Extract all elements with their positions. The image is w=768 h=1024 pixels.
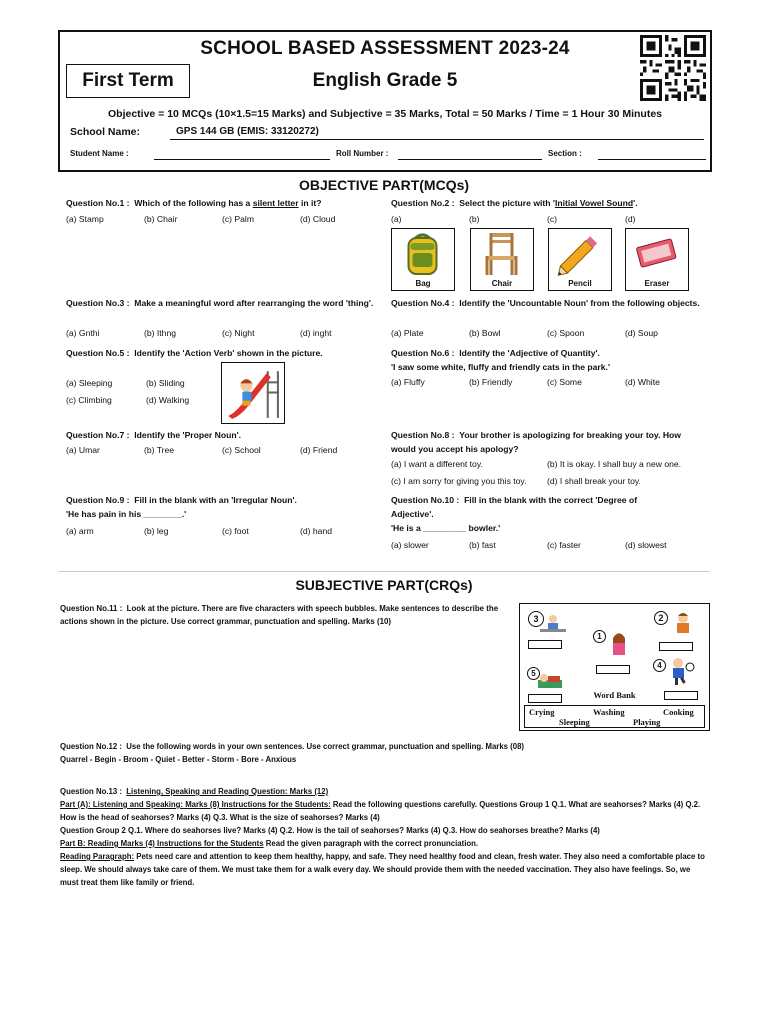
school-name-underline [170, 139, 704, 140]
q3-option-b[interactable]: (b) Ithng [144, 328, 177, 338]
question-number: Question No.10 : [391, 495, 460, 505]
question-9 [66, 493, 382, 521]
question-sentence: 'He has pain in his ________.' [66, 509, 187, 519]
section-divider [58, 571, 710, 572]
question-group-2: Question Group 2 Q.1. Where do seahorses live? Marks (4) Q.2. How is the tail of seahorses? Marks (4) Q.3. How do seahorses breathe? Marks (4) [60, 826, 600, 835]
question-text: Fill in the blank with the correct 'Degree of Adjective'. [391, 495, 638, 519]
q7-option-b[interactable]: (b) Tree [144, 445, 175, 455]
q4-option-b[interactable]: (b) Bowl [469, 328, 501, 338]
q8-option-d[interactable]: (d) I shall break your toy. [547, 476, 641, 486]
question-text: '. [633, 198, 638, 208]
part-b-label: Part B: Reading Marks (4) Instructions for the Students [60, 839, 264, 848]
question-sentence: 'I saw some white, fluffy and friendly cats in the park.' [391, 362, 610, 372]
question-number: Question No.8 : [391, 430, 455, 440]
pencil-icon [549, 229, 610, 279]
question-number: Question No.13 : [60, 787, 122, 796]
subjective-section-title: SUBJECTIVE PART(CRQs) [295, 577, 473, 593]
q5-option-a[interactable]: (a) Sleeping [66, 378, 113, 388]
chair-picture[interactable] [470, 228, 534, 291]
answer-box[interactable] [528, 640, 562, 649]
part-b-text: Read the given paragraph with the correct pronunciation. [263, 839, 479, 848]
question-text: Look at the picture. There are five characters with speech bubbles. Make sentences to describe the actions shown in the picture. Use correct grammar, punctuation and spelling. Marks (10) [60, 604, 499, 626]
term-label: First Term [66, 64, 190, 98]
q9-option-d[interactable]: (d) hand [300, 526, 333, 536]
word-bank-word: Sleeping [559, 717, 590, 727]
eraser-caption: Eraser [644, 279, 670, 288]
playing-boy-icon [666, 657, 696, 687]
answer-box[interactable] [659, 642, 693, 651]
vocabulary-words: Quarrel - Begin - Broom - Quiet - Better - Storm - Bore - Anxious [60, 755, 297, 764]
sleeping-child-icon [536, 670, 564, 690]
qr-code-icon [640, 34, 706, 102]
q7-option-c[interactable]: (c) School [222, 445, 261, 455]
question-6 [391, 346, 711, 374]
eraser-icon [626, 229, 687, 279]
question-text: Identify the 'Action Verb' shown in the picture. [134, 348, 323, 358]
cooking-boy-icon [538, 613, 568, 637]
q6-option-c[interactable]: (c) Some [547, 377, 582, 387]
bag-picture[interactable] [391, 228, 455, 291]
question-text: Identify the 'Proper Noun'. [134, 430, 242, 440]
answer-box[interactable] [596, 665, 630, 674]
q8-option-a[interactable]: (a) I want a different toy. [391, 459, 483, 469]
question-text-underlined: silent letter [252, 198, 299, 208]
q5-option-b[interactable]: (b) Sliding [146, 378, 185, 388]
crying-boy-icon [668, 612, 698, 638]
q10-option-c[interactable]: (c) faster [547, 540, 581, 550]
question-number: Question No.6 : [391, 348, 455, 358]
q2-option-a[interactable]: (a) [391, 214, 402, 224]
question-number: Question No.5 : [66, 348, 130, 358]
question-8 [391, 428, 707, 456]
question-number: Question No.12 : [60, 742, 122, 751]
question-5 [66, 346, 382, 360]
objective-section-title: OBJECTIVE PART(MCQs) [298, 177, 470, 193]
word-bank-box [524, 705, 705, 728]
question-text: Fill in the blank with an 'Irregular Noun'. [134, 495, 297, 505]
question-12 [60, 740, 710, 766]
reading-paragraph-label: Reading Paragraph: [60, 852, 135, 861]
q1-option-b[interactable]: (b) Chair [144, 214, 178, 224]
q7-option-d[interactable]: (d) Friend [300, 445, 338, 455]
part-a-text: Read the following questions carefully. Questions Group 1 Q.1. What are seahorses? Marks (4) Q.2. How is the head of seahorses? Marks (4) Q.3. What is the size of seahorses? Marks (4) [60, 800, 701, 822]
question-11 [60, 602, 510, 628]
section-label: Section : [548, 149, 582, 158]
question-text: Select the picture with ' [459, 198, 555, 208]
slide-picture [221, 362, 285, 424]
question-text: Use the following words in your own sentences. Use correct grammar, punctuation and spelling. Marks (08) [126, 742, 525, 751]
question-text-underlined: Initial Vowel Sound [554, 198, 634, 208]
q3-option-d[interactable]: (d) inght [300, 328, 332, 338]
q6-option-b[interactable]: (b) Friendly [469, 377, 513, 387]
school-name-value: GPS 144 GB (EMIS: 33120272) [176, 126, 319, 137]
question-3 [66, 296, 380, 310]
assessment-title: SCHOOL BASED ASSESSMENT 2023-24 [200, 38, 570, 59]
question-text: Make a meaningful word after rearranging the word 'thing'. [134, 298, 374, 308]
question-13 [60, 785, 710, 889]
q1-option-c[interactable]: (c) Palm [222, 214, 254, 224]
roll-number-label: Roll Number : [336, 149, 389, 158]
question-7 [66, 428, 382, 442]
grade-title: English Grade 5 [312, 70, 458, 91]
question-text: Your brother is apologizing for breaking your toy. How would you accept his apology? [391, 430, 681, 454]
student-name-label: Student Name : [70, 149, 129, 158]
character-number: 5 [527, 667, 540, 680]
washing-girl-icon [604, 632, 634, 660]
question-text: Identify the 'Adjective of Quantity'. [459, 348, 600, 358]
question-number: Question No.2 : [391, 198, 455, 208]
q7-option-a[interactable]: (a) Umar [66, 445, 100, 455]
q1-option-a[interactable]: (a) Stamp [66, 214, 104, 224]
word-bank-title: Word Bank [593, 690, 636, 700]
q1-option-d[interactable]: (d) Cloud [300, 214, 336, 224]
q3-option-a[interactable]: (a) Gnthi [66, 328, 100, 338]
q2-option-b[interactable]: (b) [469, 214, 480, 224]
question-10 [391, 493, 681, 535]
chair-caption: Chair [491, 279, 513, 288]
question-2 [391, 196, 711, 210]
character-number: 4 [653, 659, 666, 672]
q10-option-d[interactable]: (d) slowest [625, 540, 667, 550]
roll-number-field[interactable] [398, 159, 542, 160]
question-text: Which of the following has a [134, 198, 253, 208]
question-text: in it? [298, 198, 322, 208]
marks-summary: Objective = 10 MCQs (10×1.5=15 Marks) and Subjective = 35 Marks, Total = 50 Marks / Time = 1 Hour 30 Minutes [107, 108, 663, 120]
pencil-picture[interactable] [548, 228, 612, 291]
reading-paragraph-text: Pets need care and attention to keep them healthy, happy, and safe. They need healthy food and clean, fresh water. They also need a comfortable place to sleep. We should always take care of them. We must take them for a walk every day. We should provide them with the needed vaccination. They also have feelings. So, we must treat them like family or friend. [60, 852, 705, 887]
q10-option-a[interactable]: (a) slower [391, 540, 429, 550]
part-a-label: Part (A): Listening and Speaking: Marks (8) Instructions for the Students: [60, 800, 331, 809]
section-field[interactable] [598, 159, 706, 160]
question-number: Question No.4 : [391, 298, 455, 308]
q5-option-d[interactable]: (d) Walking [146, 395, 190, 405]
q5-option-c[interactable]: (c) Climbing [66, 395, 112, 405]
question-text: Identify the 'Uncountable Noun' from the following objects. [459, 298, 700, 308]
q2-option-d[interactable]: (d) [625, 214, 636, 224]
q6-option-a[interactable]: (a) Fluffy [391, 377, 425, 387]
q9-option-b[interactable]: (b) leg [144, 526, 169, 536]
header-box [58, 30, 712, 172]
word-bank-word: Crying [529, 707, 555, 717]
character-number: 3 [528, 611, 544, 627]
q4-option-d[interactable]: (d) Soup [625, 328, 658, 338]
question-sentence: 'He is a _________ bowler.' [391, 523, 501, 533]
question-number: Question No.9 : [66, 495, 130, 505]
q8-option-c[interactable]: (c) I am sorry for giving you this toy. [391, 476, 527, 486]
child-on-slide-icon [222, 363, 283, 422]
school-name-label: School Name: [70, 126, 141, 138]
q2-option-c[interactable]: (c) [547, 214, 558, 224]
action-picture-panel [519, 603, 710, 731]
question-4 [391, 296, 707, 310]
q10-option-b[interactable]: (b) fast [469, 540, 496, 550]
bag-icon [392, 229, 453, 279]
word-bank-word: Playing [633, 717, 661, 727]
word-bank-word: Cooking [663, 707, 694, 717]
question-number: Question No.11 : [60, 604, 123, 613]
q6-option-d[interactable]: (d) White [625, 377, 660, 387]
q9-option-c[interactable]: (c) foot [222, 526, 249, 536]
character-number: 2 [654, 611, 668, 625]
character-number: 1 [593, 630, 606, 643]
q4-option-a[interactable]: (a) Plate [391, 328, 424, 338]
question-number: Question No.1 : [66, 198, 130, 208]
question-number: Question No.3 : [66, 298, 130, 308]
chair-icon [471, 229, 532, 279]
bag-caption: Bag [415, 279, 431, 288]
q8-option-b[interactable]: (b) It is okay. I shall buy a new one. [547, 459, 682, 469]
question-title: Listening, Speaking and Reading Question: Marks (12) [126, 787, 329, 796]
q4-option-c[interactable]: (c) Spoon [547, 328, 585, 338]
q9-option-a[interactable]: (a) arm [66, 526, 94, 536]
question-1 [66, 196, 382, 210]
student-name-field[interactable] [154, 159, 330, 160]
q3-option-c[interactable]: (c) Night [222, 328, 255, 338]
eraser-picture[interactable] [625, 228, 689, 291]
question-number: Question No.7 : [66, 430, 130, 440]
word-bank-word: Washing [593, 707, 625, 717]
pencil-caption: Pencil [568, 279, 592, 288]
